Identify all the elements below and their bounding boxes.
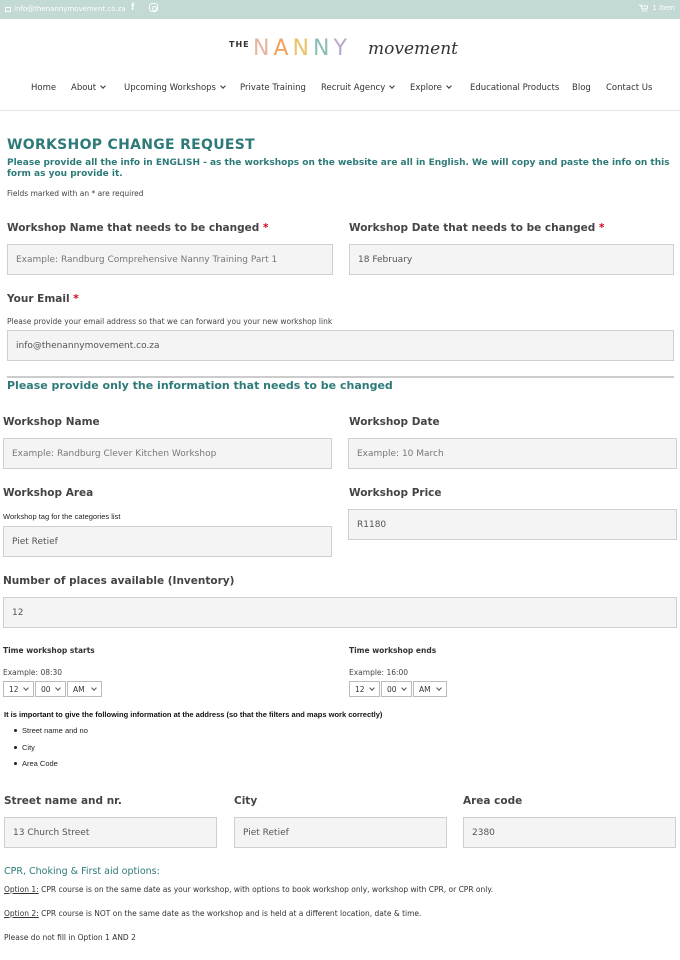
option-description: CPR course is NOT on the same date as the workshop and is held at a different location, date & time. [38,909,422,918]
start-hour-select[interactable] [3,681,34,697]
workshop-date-input[interactable] [349,244,674,275]
logo-letter: Y [333,36,351,61]
new-name-input[interactable] [3,438,332,469]
new-date-label: Workshop Date [349,416,440,428]
workshop-name-label [7,222,268,234]
end-minute-select[interactable] [381,681,412,697]
select-value: 12 [355,684,365,694]
cart-icon [639,4,648,12]
places-label: Number of places available (Inventory) [3,575,235,587]
email-help: Please provide your email address so that we can forward you your new workshop link [7,317,333,326]
select-value: AM [419,684,431,694]
end-ampm-select[interactable] [413,681,447,697]
input-value: 18 February [358,254,413,265]
area-label: Workshop Area [3,487,94,499]
input-value: 13 Church Street [13,827,90,838]
input-value: info@thenannymovement.co.za [16,340,160,351]
areacode-input[interactable] [463,817,676,848]
address-note: It is important to give the following information at the address (so that the filters and maps work correctly) [4,710,383,719]
page-title: WORKSHOP CHANGE REQUEST [7,137,255,153]
cart-link[interactable] [639,4,675,12]
nav-label: Home [31,83,57,93]
nav-explore[interactable] [410,83,451,93]
start-minute-select[interactable] [35,681,66,697]
topbar-email-text: info@thenannymovement.co.za [14,5,126,13]
nav-about[interactable] [71,83,105,93]
nav-recruit-agency[interactable] [321,83,394,93]
email-label [7,293,79,305]
placeholder: Example: Randburg Clever Kitchen Workshop [12,448,217,459]
topbar-email-link[interactable] [5,5,126,13]
required-asterisk: * [262,222,269,234]
end-time-example: Example: 16:00 [349,668,409,677]
city-input[interactable] [234,817,447,848]
email-input[interactable] [7,330,674,361]
list-item: City [22,743,88,760]
nav-home[interactable] [31,83,56,93]
option-label: Option 1: [4,885,39,894]
placeholder: Example: Randburg Comprehensive Nanny Training Part 1 [16,254,278,265]
logo-letter: N [313,36,334,61]
placeholder: Example: 10 March [357,448,444,459]
chevron-down-icon [446,83,452,89]
areacode-label: Area code [463,795,523,807]
input-value: 12 [12,607,24,618]
end-hour-select[interactable] [349,681,380,697]
required-note: Fields marked with an * are required [7,189,144,198]
street-label: Street name and nr. [4,795,122,807]
option-description: CPR course is on the same date as your workshop, with options to book workshop only, workshop with CPR, or CPR only. [38,885,494,894]
workshop-date-label [349,222,604,234]
new-date-input[interactable] [348,438,677,469]
input-value: Piet Retief [12,536,58,547]
logo-movement: movement [368,39,458,59]
price-label: Workshop Price [349,487,442,499]
area-help: Workshop tag for the categories list [3,512,121,521]
price-input[interactable] [348,509,677,540]
required-asterisk: * [598,222,605,234]
places-input[interactable] [3,597,677,628]
list-item: Area Code [22,759,88,776]
nav-blog[interactable] [572,83,591,93]
section-divider [7,376,674,378]
option-label: Option 2: [4,909,39,918]
input-value: R1180 [357,519,387,530]
intro-text: Please provide all the info in ENGLISH - as the workshops on the website are all in English. We will copy and paste the info on this form as you provide it. [7,158,670,179]
nav-label: Recruit Agency [321,83,386,93]
nav-label: Educational Products [470,83,560,93]
logo-letter: A [273,36,293,61]
nav-label: About [71,83,97,93]
street-input[interactable] [4,817,217,848]
nav-label: Upcoming Workshops [124,83,216,93]
nav-label: Blog [572,83,591,93]
select-value: 00 [41,684,51,694]
label-text: Workshop Name that needs to be changed [7,222,260,234]
required-asterisk: * [73,293,79,305]
start-time-label: Time workshop starts [3,646,95,655]
new-name-label: Workshop Name [3,416,100,428]
option-2-text [4,909,421,918]
logo-the: THE [229,40,250,49]
logo-letter: N [292,36,313,61]
cart-count: 1 Item [652,4,675,12]
nav-label: Private Training [240,83,306,93]
select-value: 00 [387,684,397,694]
site-logo[interactable] [229,36,459,66]
cpr-title: CPR, Choking & First aid options: [4,866,160,877]
facebook-icon[interactable]: f [131,2,135,13]
nav-label: Contact Us [606,83,653,93]
section-title: Please provide only the information that needs to be changed [7,379,393,392]
label-text: Workshop Date that needs to be changed [349,222,596,234]
area-input[interactable] [3,526,332,557]
cpr-note: Please do not fill in Option 1 AND 2 [4,933,136,942]
select-value: 12 [9,684,19,694]
end-time-label: Time workshop ends [349,646,437,655]
chevron-down-icon [220,83,226,89]
city-label: City [234,795,258,807]
nav-educational-products[interactable] [470,83,559,93]
start-ampm-select[interactable] [67,681,102,697]
header-divider [0,110,680,111]
envelope-icon [5,7,11,12]
input-value: 2380 [472,827,495,838]
workshop-name-input[interactable] [7,244,333,275]
form-intro [7,158,675,199]
select-value: AM [73,684,85,694]
nav-contact-us[interactable] [606,83,652,93]
chevron-down-icon [389,83,395,89]
start-time-example: Example: 08:30 [3,668,63,677]
option-1-text [4,885,493,894]
list-item: Street name and no [22,726,88,743]
logo-nanny [253,36,351,61]
top-bar [0,0,680,19]
nav-upcoming-workshops[interactable] [124,83,225,93]
label-text: Your Email [7,293,70,305]
input-value: Piet Retief [243,827,289,838]
nav-label: Explore [410,83,442,93]
address-list [22,726,88,776]
logo-letter: N [253,36,274,61]
nav-private-training[interactable] [240,83,306,93]
instagram-icon[interactable] [149,3,158,12]
chevron-down-icon [100,83,106,89]
